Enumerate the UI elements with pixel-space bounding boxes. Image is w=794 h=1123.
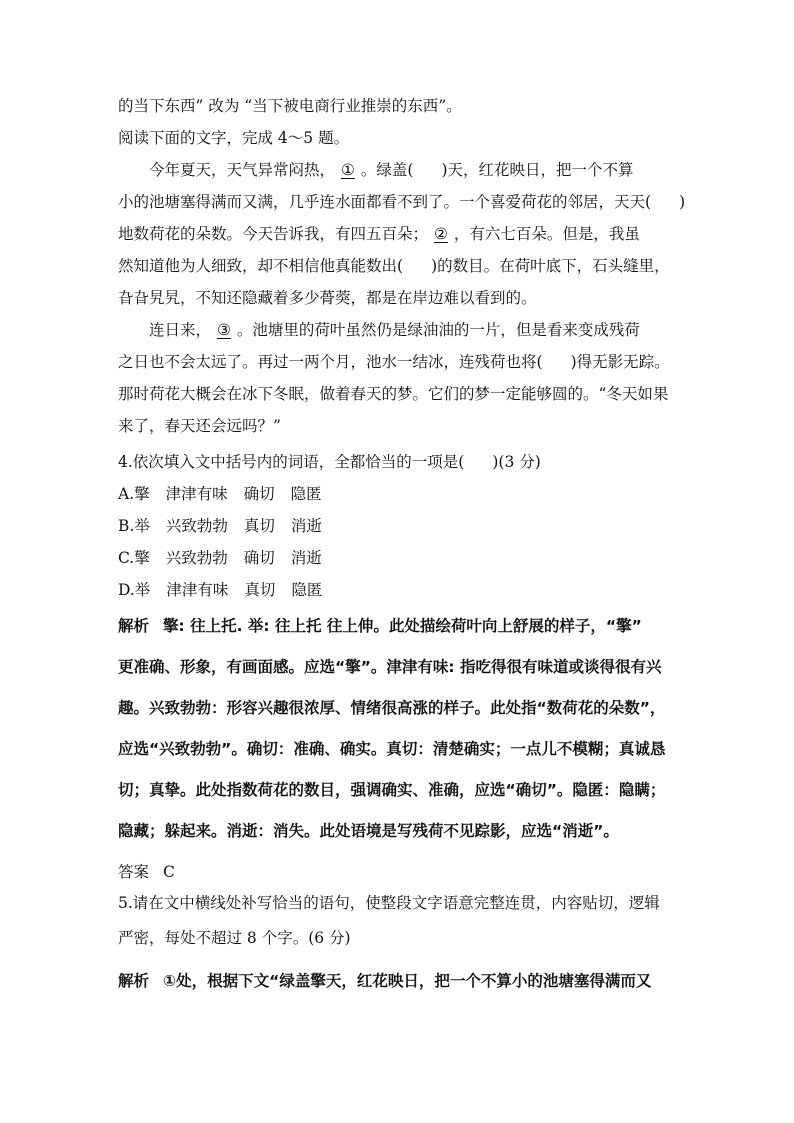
text: 然知道他为人细致，却不相信他真能数出(	[118, 257, 404, 275]
analysis-line: 更准确、形象，有画面感。应选“擎”。津津有味: 指吃得很有味道或谈得很有兴	[118, 658, 662, 676]
passage-line	[118, 192, 685, 212]
analysis-line: 隐藏；躲起来。消逝：消失。此处语境是写残荷不见踪影，应选“消逝”。	[118, 822, 619, 840]
option-a	[118, 484, 322, 504]
passage-line: 那时荷花大概会在冰下冬眠，做着春天的梦。它们的梦一定能够圆的。“冬天如果	[118, 385, 669, 403]
question-5: 严密，每处不超过 8 个字。(6 分)	[118, 929, 351, 947]
passage-line	[149, 320, 640, 340]
option-word: 兴致勃勃	[165, 549, 228, 567]
text: ，有六七百朵。但是，我虽	[453, 225, 640, 243]
blank-2: ②	[434, 225, 448, 243]
option-d	[118, 580, 322, 600]
text: 地数荷花的朵数。今天告诉我，有四五百朵；	[118, 225, 429, 243]
option-c	[118, 548, 322, 568]
option-word: 确切	[243, 485, 275, 503]
text: 。绿盖(	[360, 161, 414, 179]
option-word: 确切	[243, 549, 275, 567]
text-line: 的当下东西” 改为 “当下被电商行业推崇的东西”。	[118, 97, 462, 115]
text: 4.依次填入文中括号内的词语，全都恰当的一项是(	[118, 453, 465, 471]
passage-line	[149, 160, 634, 180]
answer-label: 答案	[118, 863, 150, 881]
text: 。池塘里的荷叶虽然仍是绿油油的一片，但是看来变成残荷	[236, 321, 640, 339]
instruction-line: 阅读下面的文字，完成 4～5 题。	[118, 129, 350, 147]
option-label: B.举	[118, 517, 150, 535]
text: )(3 分)	[492, 453, 541, 471]
analysis-line: 切；真挚。此处指数荷花的数目，强调确实、准确，应选“确切”。隐匿：隐瞒；	[118, 781, 666, 799]
option-word: 隐匿	[290, 485, 322, 503]
option-word: 消逝	[290, 549, 322, 567]
option-word: 真切	[244, 581, 276, 599]
text: )	[679, 193, 686, 211]
text: 连日来，	[149, 321, 212, 339]
question-4	[118, 452, 541, 472]
text: 之日也不会太远了。再过一两个月，池水一结冰，连残荷也将(	[118, 353, 543, 371]
analysis-line	[118, 971, 651, 991]
text: )得无影无踪。	[570, 353, 670, 371]
text: 今年夏天，天气异常闷热，	[149, 161, 336, 179]
blank-1: ①	[341, 161, 355, 179]
blank-3: ③	[217, 321, 231, 339]
analysis-label: 解析	[118, 972, 150, 990]
answer-line	[118, 862, 175, 882]
passage-line: 来了，春天还会远吗？”	[118, 417, 281, 435]
analysis-text: 擎: 往上托. 举: 往上托 往上伸。此处描绘荷叶向上舒展的样子，“擎”	[163, 617, 642, 635]
passage-line	[118, 256, 670, 276]
passage-line	[118, 224, 640, 244]
option-label: C.擎	[118, 549, 150, 567]
analysis-line	[118, 616, 642, 636]
option-word: 真切	[243, 517, 275, 535]
option-word: 津津有味	[166, 581, 229, 599]
option-label: A.擎	[118, 485, 150, 503]
analysis-line: 趣。兴致勃勃：形容兴趣很浓厚、情绪很高涨的样子。此处指“数荷花的朵数”，	[118, 699, 666, 717]
analysis-text: ①处，根据下文“绿盖擎天，红花映日，把一个不算小的池塘塞得满而又	[163, 972, 652, 990]
analysis-label: 解析	[118, 617, 150, 635]
text: 小的池塘塞得满而又满，几乎连水面都看不到了。一个喜爱荷花的邻居，天天(	[118, 193, 652, 211]
option-word: 兴致勃勃	[165, 517, 228, 535]
passage-line: 旮旮旯旯，不知还隐藏着多少蓇葖，都是在岸边难以看到的。	[118, 289, 537, 307]
answer-value: C	[163, 863, 175, 881]
text: )天，红花映日，把一个不算	[441, 161, 634, 179]
text: )的数目。在荷叶底下，石头缝里，	[431, 257, 670, 275]
option-label: D.举	[118, 581, 151, 599]
option-word: 消逝	[290, 517, 322, 535]
passage-line	[118, 352, 670, 372]
question-5: 5.请在文中横线处补写恰当的语句，使整段文字语意完整连贯，内容贴切，逻辑	[118, 894, 660, 912]
option-word: 隐匿	[291, 581, 323, 599]
analysis-line: 应选“兴致勃勃”。确切：准确、确实。真切：清楚确实；一点儿不模糊；真诚恳	[118, 740, 666, 758]
option-word: 津津有味	[165, 485, 228, 503]
option-b	[118, 516, 322, 536]
